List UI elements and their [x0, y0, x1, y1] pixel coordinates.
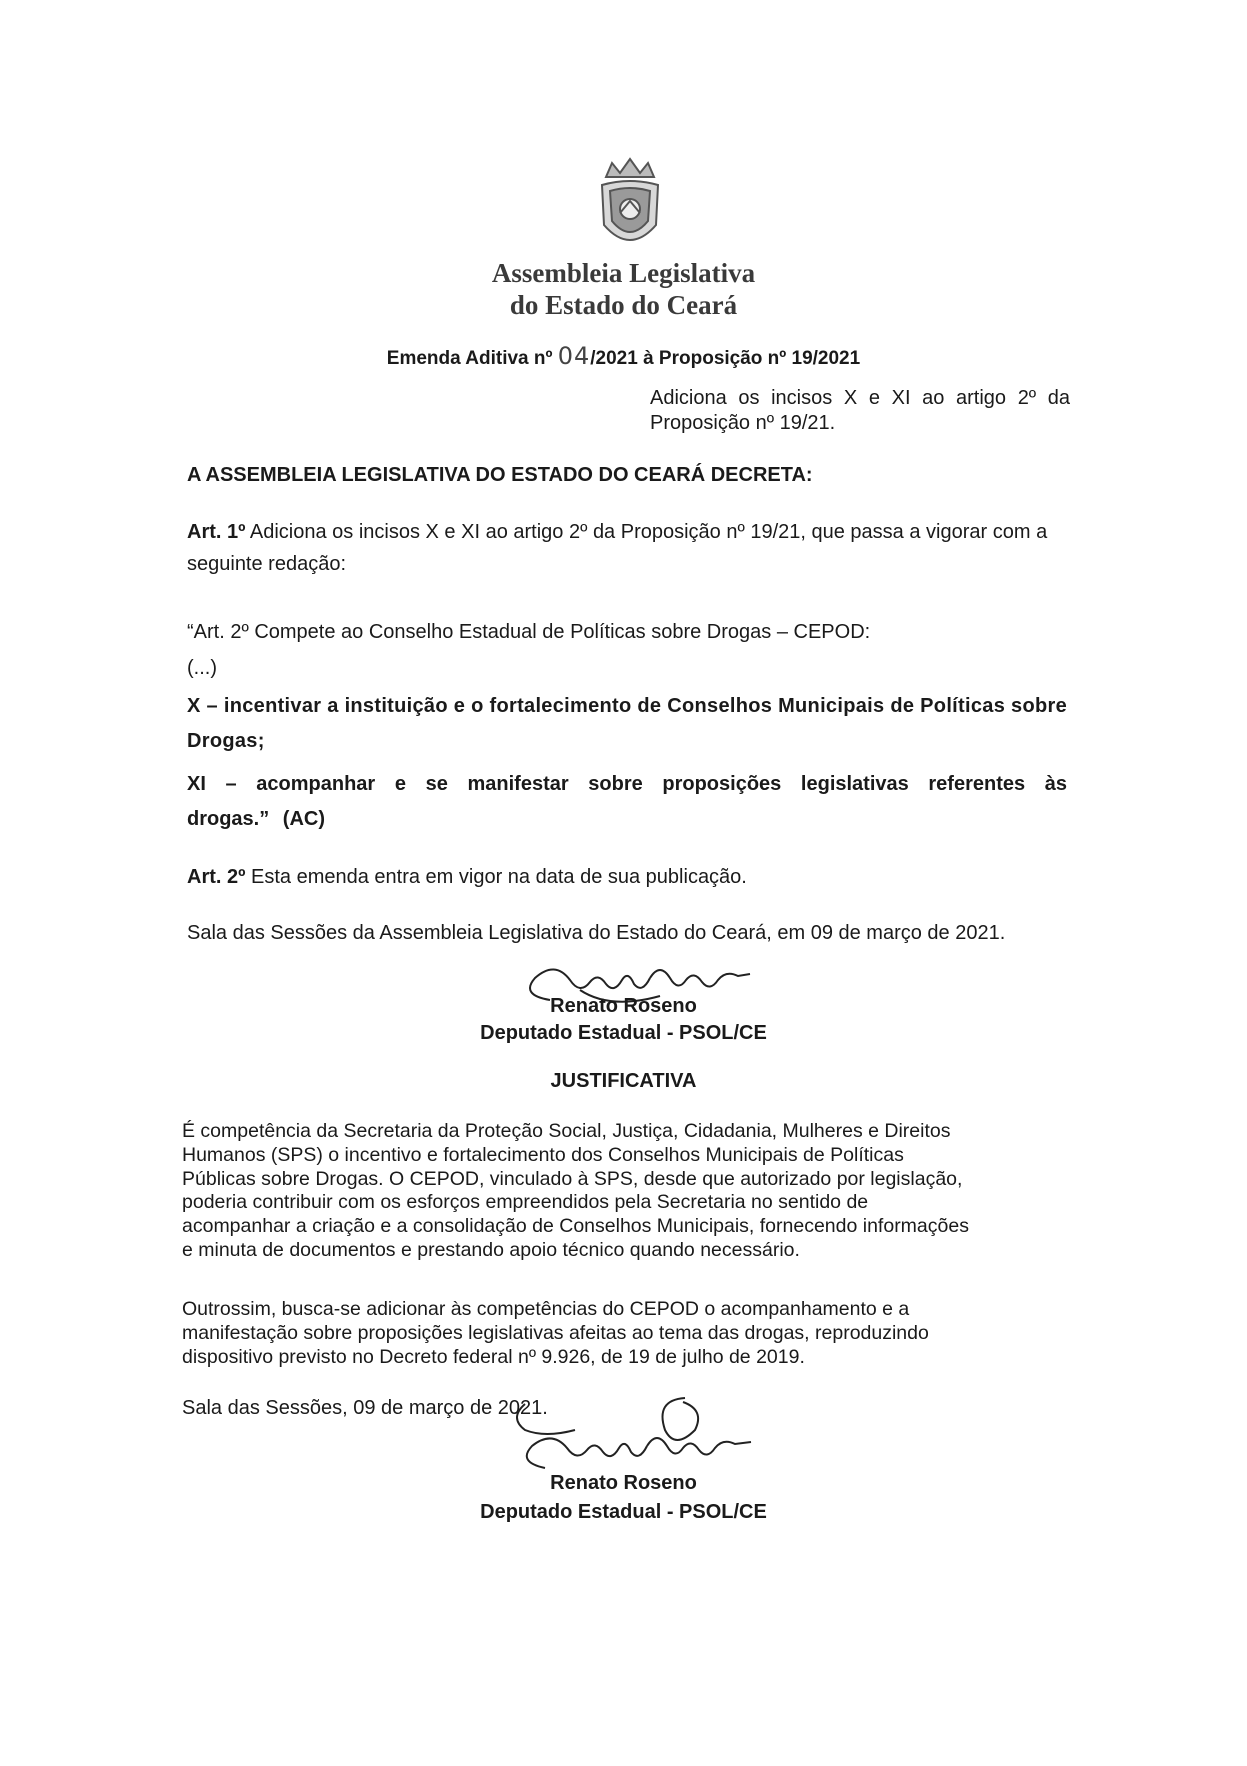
justificativa-p2-line: dispositivo previsto no Decreto federal nº 9.926, de 19 de julho de 2019. — [182, 1345, 805, 1368]
justificativa-p1-line: Humanos (SPS) o incentivo e fortalecimento dos Conselhos Municipais de Políticas — [182, 1143, 904, 1166]
quoted-ellipsis: (...) — [187, 657, 217, 679]
article-2 — [187, 862, 1067, 892]
session-date-2: Sala das Sessões, 09 de março de 2021. — [182, 1397, 548, 1419]
justificativa-p2-line: Outrossim, busca-se adicionar às competências do CEPOD o acompanhamento e a — [182, 1298, 910, 1320]
justificativa-p1-line: acompanhar a criação e a consolidação de Conselhos Municipais, fornecendo informações — [182, 1215, 969, 1238]
state-coat-of-arms-icon — [590, 155, 670, 265]
justificativa-paragraph-1 — [182, 1120, 1067, 1263]
inciso-x: X – incentivar a instituição e o fortalecimento de Conselhos Municipais de Políticas sobre Drogas; — [187, 695, 1067, 752]
ementa-text: Adiciona os incisos X e XI ao artigo 2º da Proposição nº 19/21. — [650, 387, 1070, 434]
justificativa-p1-line: Públicas sobre Drogas. O CEPOD, vinculado à SPS, desde que autorizado por legislação, — [182, 1167, 963, 1190]
signature-1-role: Deputado Estadual - PSOL/CE — [480, 1022, 767, 1044]
title-prefix: Emenda Aditiva nº — [386, 348, 558, 369]
justificativa-heading: JUSTIFICATIVA — [550, 1070, 697, 1092]
article-1-label: Art. 1º — [187, 521, 246, 543]
institution-name-line1: Assembleia Legislativa — [491, 258, 756, 288]
justificativa-paragraph-2 — [182, 1298, 1067, 1369]
session-date-1: Sala das Sessões da Assembleia Legislativa do Estado do Ceará, em 09 de março de 2021. — [187, 922, 1006, 944]
article-1 — [187, 516, 1067, 581]
article-2-text: Esta emenda entra em vigor na data de sua publicação. — [245, 866, 747, 888]
institution-name-line2: do Estado do Ceará — [509, 290, 738, 320]
justificativa-p1-line: e minuta de documentos e prestando apoio técnico quando necessário. — [182, 1238, 800, 1261]
article-1-text: Adiciona os incisos X e XI ao artigo 2º da Proposição nº 19/21, que passa a vigorar com a seguinte redação: — [187, 521, 1048, 576]
signature-2-scribble — [505, 1390, 785, 1480]
justificativa-p1-line: É competência da Secretaria da Proteção Social, Justiça, Cidadania, Mulheres e Direitos — [182, 1120, 951, 1142]
article-2-label: Art. 2º — [187, 866, 246, 888]
signature-2-name: Renato Roseno — [550, 1472, 697, 1494]
justificativa-p1-line: poderia contribuir com os esforços empreendidos pela Secretaria no sentido de — [182, 1191, 869, 1214]
title-handwritten-number: 04 — [557, 342, 591, 370]
title-suffix: /2021 à Proposição nº 19/2021 — [590, 348, 861, 369]
inciso-xi: XI – acompanhar e se manifestar sobre proposições legislativas referentes às drogas.” (AC) — [187, 773, 1067, 830]
justificativa-p2-line: manifestação sobre proposições legislativas afeitas ao tema das drogas, reproduzindo — [182, 1321, 929, 1344]
signature-2-role: Deputado Estadual - PSOL/CE — [480, 1501, 767, 1523]
amendment-title — [0, 342, 1247, 370]
signature-1-name: Renato Roseno — [550, 995, 697, 1017]
decreta-heading: A ASSEMBLEIA LEGISLATIVA DO ESTADO DO CEARÁ DECRETA: — [187, 464, 813, 486]
quoted-article-intro: “Art. 2º Compete ao Conselho Estadual de Políticas sobre Drogas – CEPOD: — [187, 621, 871, 643]
